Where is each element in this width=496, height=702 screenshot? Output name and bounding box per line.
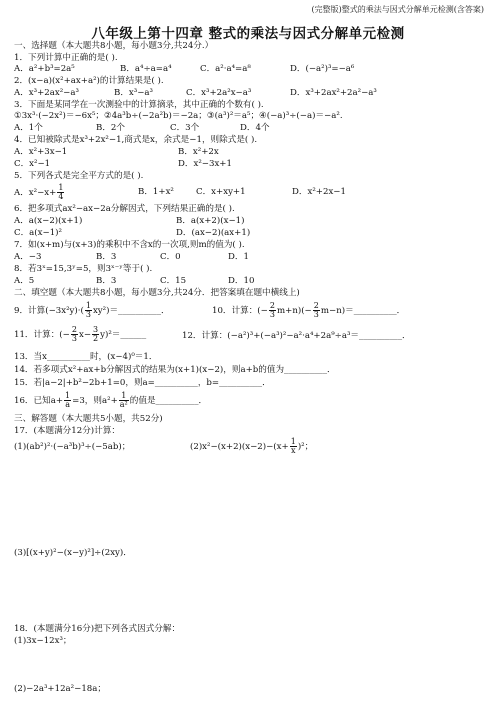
q8-option-a: A．5: [14, 276, 35, 286]
question-5-stem: 5．下列各式是完全平方式的是( ).: [14, 171, 144, 181]
fraction-denominator: 3: [85, 310, 91, 319]
q9-fraction: [85, 302, 92, 319]
q11-fraction-1: [71, 326, 78, 343]
q2-option-b: B．x³−a³: [114, 88, 153, 98]
q6-option-b: B．a(x+2)(x−1): [176, 216, 245, 226]
fraction-denominator: x: [291, 446, 296, 455]
question-9: [14, 302, 170, 319]
question-16: [14, 392, 207, 409]
question-15: 15．若|a−2|+b²−2b+1=0，则a=__________，b=__________．: [14, 378, 271, 388]
question-13: 13．当x__________时，(x−4)⁰＝1．: [14, 352, 158, 362]
q16-fraction-1: [64, 392, 71, 409]
q7-option-b: B．3: [96, 252, 117, 262]
q1-option-a: A．a²+b³=2a⁵: [14, 64, 75, 74]
question-17-part-3: (3)[(x+y)²−(x−y)²]÷(2xy)．: [14, 548, 132, 558]
q5-option-c: C．x+xy+1: [196, 187, 246, 197]
question-18-part-2: (2)−2a³+12a²−18a；: [14, 684, 106, 694]
q6-option-a: A．a(x−2)(x+1): [14, 216, 83, 226]
q10-text-mid: m+n)(−: [276, 306, 312, 316]
q4-option-a: A．x²+3x−1: [14, 147, 68, 157]
q8-option-b: B．3: [96, 276, 117, 286]
fraction-denominator: a: [65, 400, 70, 409]
question-3-items: ①3x³·(−2x²)＝−6x⁵；②4a³b÷(−2a²b)＝−2a；③(a³)²＝a⁵；④(−a)³÷(−a)＝−a².: [14, 111, 343, 121]
q10-fraction-2: [313, 302, 320, 319]
q5-option-d: D．x²+2x−1: [292, 187, 346, 197]
fraction-denominator: 4: [58, 192, 64, 201]
question-4-stem: 4．已知被除式是x³+2x²−1,商式是x，余式是−1，则除式是( ).: [14, 135, 258, 145]
fraction-numerator: 2: [269, 301, 275, 310]
fraction-denominator: 2: [93, 334, 99, 343]
fraction-numerator: 1: [290, 437, 296, 446]
question-18-part-1: (1)3x−12x³；: [14, 636, 72, 646]
q9-text: 9．计算(−3x²y)·(: [14, 306, 84, 316]
q1-option-b: B．a⁴÷a=a⁴: [120, 64, 172, 74]
section-heading-fill: 二、填空题（本大题共8小题，每小题3分,共24分．把答案填在题中横线上): [14, 288, 300, 298]
q16-fraction-2: [119, 392, 129, 409]
question-10: [212, 302, 405, 319]
q11-text-end: y)²＝______: [100, 330, 147, 340]
question-17-part-1: (1)(ab²)²·(−a³b)³÷(−5ab)；: [14, 442, 131, 452]
q16-text-mid: =3，则a²+: [72, 396, 118, 406]
question-17: 17．(本题满分12分)计算：: [14, 426, 120, 436]
fraction-denominator: 3: [71, 334, 77, 343]
section-heading-solve: 三、解答题（本大题共5小题，共52分): [14, 414, 163, 424]
question-3-stem: 3．下面是某同学在一次测验中的计算摘录，其中正确的个数有( ).: [14, 100, 264, 110]
q6-option-d: D．(ax−2)(ax+1): [176, 228, 251, 238]
q17-2-text-end: )²；: [297, 442, 314, 452]
q5-option-a-fraction: [57, 184, 64, 201]
q16-text-end: 的值是__________．: [129, 396, 208, 406]
q1-option-c: C．a²·a⁴=a⁸: [200, 64, 251, 74]
fraction-denominator: a²: [119, 400, 128, 409]
q4-option-c: C．x²−1: [14, 159, 51, 169]
q11-text-mid: x−: [78, 330, 92, 340]
question-14: 14．若多项式x²+ax+b分解因式的结果为(x+1)(x−2)，则a+b的值为__________．: [14, 365, 336, 375]
question-11: [14, 326, 146, 343]
q7-option-a: A．−3: [14, 252, 42, 262]
q2-option-c: C．x³+2a²x−a³: [186, 88, 252, 98]
q5-option-b: B．1+x²: [138, 187, 174, 197]
q8-option-c: C．15: [160, 276, 187, 286]
q17-2-fraction: [290, 438, 297, 455]
q1-option-d: D．(−a²)³=−a⁶: [290, 64, 355, 74]
q3-option-b: B．2个: [96, 123, 125, 133]
q5-option-a-text: A．x²−x+: [14, 188, 57, 198]
fraction-numerator: 1: [119, 392, 129, 401]
fraction-numerator: 1: [65, 391, 71, 400]
fraction-numerator: 1: [58, 183, 64, 192]
q2-option-d: D．x³+2ax²+2a²−a³: [290, 88, 377, 98]
q2-option-a: A．x³+2ax²−a³: [14, 88, 79, 98]
question-8-stem: 8．若3ˣ=15,3ʸ=5，则3ˣ⁻ʸ等于( ).: [14, 264, 153, 274]
question-12: 12．计算：(−a²)³+(−a³)²−a²·a⁴+2a⁹÷a³＝__________．: [182, 331, 411, 341]
fraction-numerator: 2: [71, 325, 77, 334]
fraction-denominator: 3: [269, 310, 275, 319]
q9-text-end: xy²)＝__________．: [92, 306, 170, 316]
q7-option-d: D．1: [228, 252, 249, 262]
section-heading-choice: 一、选择题（本大题共8小题，每小题3分,共24分.）: [14, 41, 214, 51]
q3-option-d: D．4个: [240, 123, 270, 133]
question-1-stem: 1．下列计算中正确的是( ).: [14, 53, 118, 63]
question-18: 18．(本题满分16分)把下列各式因式分解：: [14, 624, 181, 634]
q7-option-c: C．0: [160, 252, 181, 262]
q17-2-text: (2)x²−(x+2)(x−2)−(x+: [190, 442, 289, 452]
q10-text: 10．计算：(−: [212, 306, 268, 316]
q4-option-b: B．x²+2x: [178, 147, 219, 157]
fraction-numerator: 2: [313, 301, 319, 310]
q11-fraction-2: [92, 326, 99, 343]
page-title: 八年级上第十四章 整式的乘法与因式分解单元检测: [91, 26, 405, 42]
page-header: (完整版)整式的乘法与因式分解单元检测(含答案): [311, 5, 484, 14]
q6-option-c: C．a(x−1)²: [14, 228, 62, 238]
question-2-stem: 2．(x−a)(x²+ax+a²)的计算结果是( ).: [14, 76, 164, 86]
q3-option-a: A．1个: [14, 123, 43, 133]
q4-option-d: D．x²−3x+1: [178, 159, 232, 169]
fraction-numerator: 3: [93, 325, 99, 334]
fraction-denominator: 3: [313, 310, 319, 319]
q16-text: 16．已知a+: [14, 396, 64, 406]
question-17-part-2: [190, 438, 313, 455]
q3-option-c: C．3个: [170, 123, 200, 133]
q11-text: 11．计算：(−: [14, 330, 70, 340]
q10-fraction-1: [269, 302, 276, 319]
fraction-numerator: 1: [85, 301, 91, 310]
question-6-stem: 6．把多项式ax²−ax−2a分解因式，下列结果正确的是( ).: [14, 204, 235, 214]
q8-option-d: D．10: [228, 276, 255, 286]
q5-option-a: [14, 184, 65, 201]
q10-text-end: m−n)＝__________．: [320, 306, 406, 316]
question-7-stem: 7．如(x+m)与(x+3)的乘积中不含x的一次项,则m的值为( ).: [14, 240, 245, 250]
